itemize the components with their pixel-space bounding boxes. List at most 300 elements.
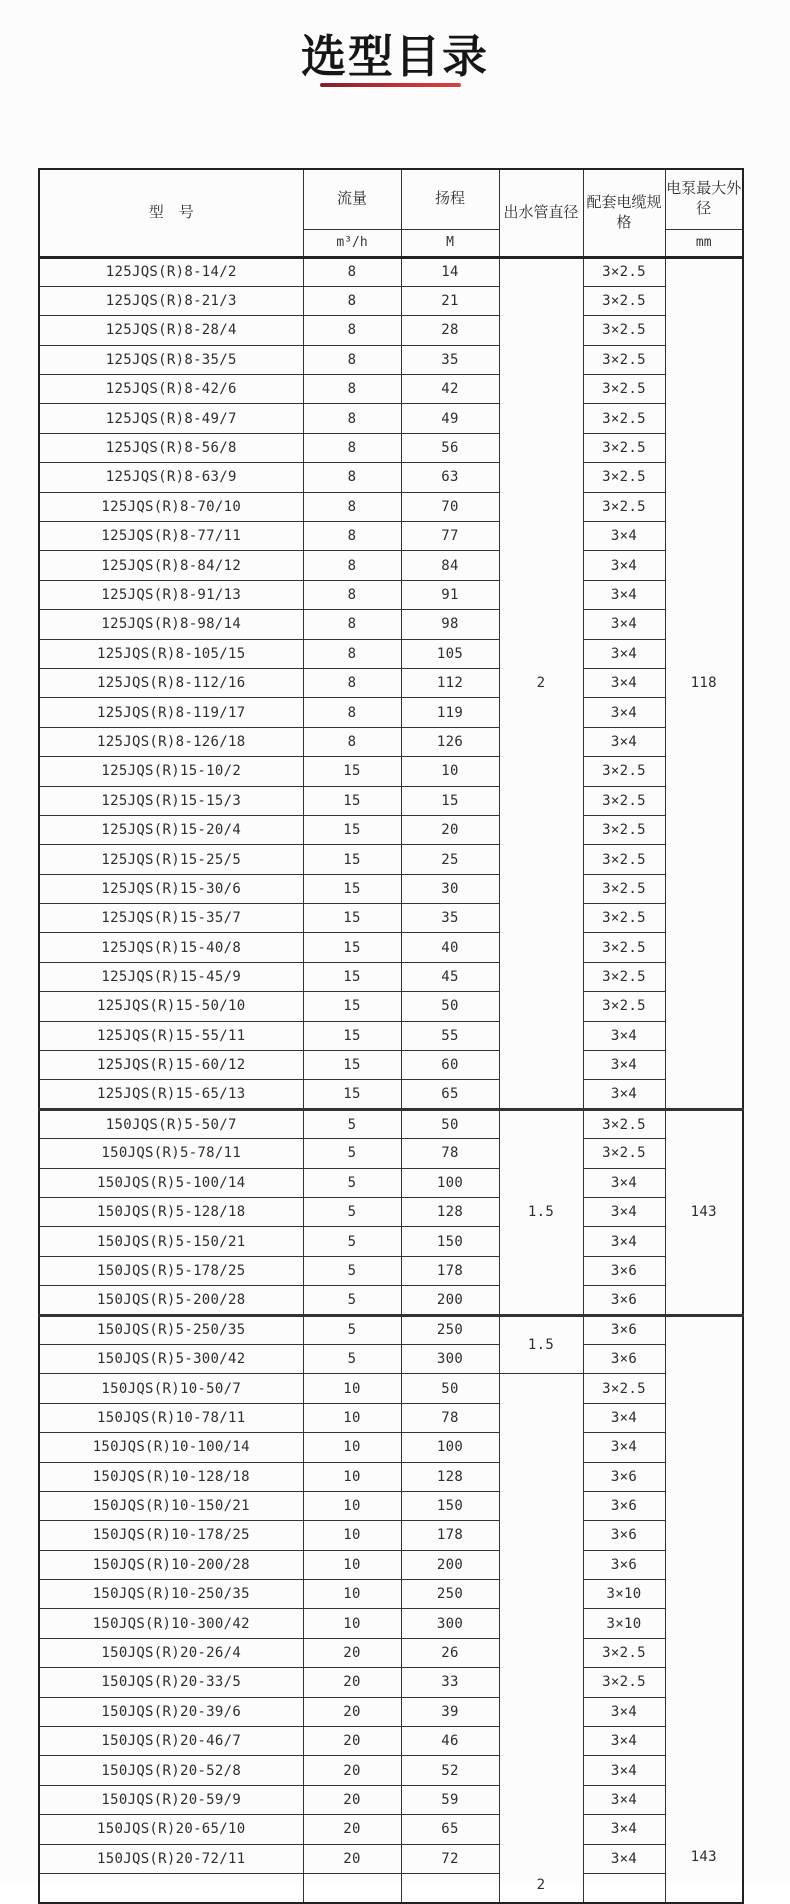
- cell-head: 46: [401, 1727, 499, 1756]
- cell-cable-spec: 3×2.5: [583, 492, 665, 521]
- table-row: [39, 1521, 743, 1550]
- cell-model: 125JQS(R)8-119/17: [39, 698, 303, 727]
- cell-flow: 5: [303, 1109, 401, 1138]
- cell-head: 60: [401, 1051, 499, 1080]
- table-row: [39, 1256, 743, 1285]
- cell-model: 125JQS(R)15-55/11: [39, 1021, 303, 1050]
- table-row: [39, 1403, 743, 1432]
- cell-cable-spec: 3×2.5: [583, 815, 665, 844]
- cell-cable-spec: 3×2.5: [583, 463, 665, 492]
- cell-flow: 15: [303, 904, 401, 933]
- outlet-diameter-value: 1.5: [527, 1204, 555, 1221]
- cell-cable-spec: 3×4: [583, 1051, 665, 1080]
- cell-head: 25: [401, 845, 499, 874]
- table-row: [39, 286, 743, 315]
- cell-model: 150JQS(R)5-200/28: [39, 1286, 303, 1315]
- cell-flow: 20: [303, 1844, 401, 1873]
- cell-head: 105: [401, 639, 499, 668]
- cell-cable-spec: 3×4: [583, 1403, 665, 1432]
- cell-flow: 15: [303, 1080, 401, 1109]
- table-row: [39, 962, 743, 991]
- cell-head: 35: [401, 904, 499, 933]
- cell-flow: 8: [303, 610, 401, 639]
- cell-model: 150JQS(R)20-65/10: [39, 1815, 303, 1844]
- table-row: [39, 1168, 743, 1197]
- cell-cable-spec: 3×2.5: [583, 786, 665, 815]
- max-outer-diameter-value: 143: [690, 1848, 717, 1865]
- cell-flow: 15: [303, 1021, 401, 1050]
- cell-flow: 8: [303, 492, 401, 521]
- cell-head: 91: [401, 580, 499, 609]
- cell-model: 150JQS(R)20-59/9: [39, 1785, 303, 1814]
- cell-head: 128: [401, 1462, 499, 1491]
- cell-model: 125JQS(R)8-98/14: [39, 610, 303, 639]
- cell-head: 50: [401, 992, 499, 1021]
- cell-cable-spec: 3×6: [583, 1344, 665, 1373]
- cell-head: 35: [401, 345, 499, 374]
- table-row: [39, 316, 743, 345]
- cell-head: 178: [401, 1521, 499, 1550]
- cell-flow: 10: [303, 1491, 401, 1520]
- cell-cable-spec: 3×10: [583, 1580, 665, 1609]
- cell-cable-spec: 3×4: [583, 1227, 665, 1256]
- cell-model: 150JQS(R)10-300/42: [39, 1609, 303, 1638]
- cell-head: 119: [401, 698, 499, 727]
- table-row: [39, 1491, 743, 1520]
- cell-cable-spec: 3×2.5: [583, 933, 665, 962]
- cell-model: 125JQS(R)15-10/2: [39, 757, 303, 786]
- table-row: [39, 1227, 743, 1256]
- cell-flow: 8: [303, 286, 401, 315]
- cell-head: 50: [401, 1109, 499, 1138]
- table-row: [39, 1374, 743, 1403]
- cell-head: 30: [401, 874, 499, 903]
- table-row: [39, 668, 743, 697]
- cell-model: 125JQS(R)8-105/15: [39, 639, 303, 668]
- table-row: [39, 1638, 743, 1667]
- cell-cable-spec: 3×4: [583, 522, 665, 551]
- cell-cable-spec: 3×2.5: [583, 1668, 665, 1697]
- table-row: [39, 1462, 743, 1491]
- cell-model: 150JQS(R)5-250/35: [39, 1315, 303, 1344]
- cell-flow: 5: [303, 1139, 401, 1168]
- table-row: [39, 375, 743, 404]
- cell-model: 125JQS(R)8-70/10: [39, 492, 303, 521]
- cell-cable-spec: 3×2.5: [583, 874, 665, 903]
- max-outer-diameter-value: 118: [690, 675, 717, 692]
- table-row: [39, 345, 743, 374]
- cell-flow: 10: [303, 1433, 401, 1462]
- cell-cable-spec: 3×4: [583, 580, 665, 609]
- cell-cable-spec: 3×4: [583, 1785, 665, 1814]
- table-row: [39, 1433, 743, 1462]
- cell-flow: 20: [303, 1815, 401, 1844]
- cell-head: 78: [401, 1403, 499, 1432]
- table-row: [39, 1727, 743, 1756]
- cell-head: 300: [401, 1609, 499, 1638]
- unit-head: M: [401, 229, 499, 257]
- cell-head: 112: [401, 668, 499, 697]
- cell-flow: 5: [303, 1256, 401, 1285]
- table-row: [39, 1198, 743, 1227]
- cell-flow: 5: [303, 1198, 401, 1227]
- cell-flow: 8: [303, 316, 401, 345]
- table-row: [39, 1139, 743, 1168]
- cell-head: 39: [401, 1697, 499, 1726]
- cell-cable-spec: 3×2.5: [583, 845, 665, 874]
- cell-model: 150JQS(R)10-250/35: [39, 1580, 303, 1609]
- cell-cable-spec: 3×4: [583, 698, 665, 727]
- header-max-outer-diameter: 电泵最大外径: [665, 169, 743, 229]
- cell-flow: 8: [303, 639, 401, 668]
- cell-head: 56: [401, 433, 499, 462]
- cell-head: 250: [401, 1315, 499, 1344]
- cell-model: 150JQS(R)5-128/18: [39, 1198, 303, 1227]
- cell-model: 150JQS(R)5-78/11: [39, 1139, 303, 1168]
- table-row: [39, 1697, 743, 1726]
- table-row: [39, 1021, 743, 1050]
- table-row: [39, 1315, 743, 1344]
- cell-model: 125JQS(R)8-126/18: [39, 727, 303, 756]
- header-row-1: [39, 169, 743, 229]
- cell-model: 125JQS(R)8-63/9: [39, 463, 303, 492]
- cell-cable-spec: 3×6: [583, 1491, 665, 1520]
- cell-head: 84: [401, 551, 499, 580]
- cell-outlet-diameter: [499, 1109, 583, 1315]
- cell-flow: 8: [303, 345, 401, 374]
- cell-head: 52: [401, 1756, 499, 1785]
- cell-cable-spec: 3×6: [583, 1256, 665, 1285]
- cell-model: 150JQS(R)5-150/21: [39, 1227, 303, 1256]
- cell-flow: 8: [303, 463, 401, 492]
- cell-head: 178: [401, 1256, 499, 1285]
- pump-selection-table: [38, 168, 744, 1904]
- cell-flow: 15: [303, 845, 401, 874]
- table-row: [39, 1580, 743, 1609]
- cell-model: 125JQS(R)15-35/7: [39, 904, 303, 933]
- cell-flow: 8: [303, 375, 401, 404]
- cell-head: 250: [401, 1580, 499, 1609]
- cell-model: [39, 1873, 303, 1902]
- cell-flow: 5: [303, 1286, 401, 1315]
- table-row: [39, 757, 743, 786]
- cell-flow: 10: [303, 1403, 401, 1432]
- unit-max-outer-diameter: mm: [665, 229, 743, 257]
- table-row: [39, 580, 743, 609]
- table-header: [39, 169, 743, 257]
- cell-model: 150JQS(R)10-178/25: [39, 1521, 303, 1550]
- cell-model: 150JQS(R)10-200/28: [39, 1550, 303, 1579]
- outlet-diameter-value: 2: [536, 1876, 546, 1893]
- unit-flow: m³/h: [303, 229, 401, 257]
- cell-cable-spec: 3×6: [583, 1462, 665, 1491]
- cell-model: 125JQS(R)8-49/7: [39, 404, 303, 433]
- cell-head: 77: [401, 522, 499, 551]
- cell-cable-spec: 3×4: [583, 1697, 665, 1726]
- table-row: [39, 1550, 743, 1579]
- table-row: [39, 610, 743, 639]
- cell-cable-spec: 3×2.5: [583, 1139, 665, 1168]
- cell-flow: 15: [303, 962, 401, 991]
- cell-cable-spec: 3×2.5: [583, 1638, 665, 1667]
- cell-model: 125JQS(R)8-56/8: [39, 433, 303, 462]
- cell-head: 59: [401, 1785, 499, 1814]
- cell-head: 21: [401, 286, 499, 315]
- table-row: [39, 727, 743, 756]
- cell-cable-spec: 3×2.5: [583, 375, 665, 404]
- cell-model: 125JQS(R)8-35/5: [39, 345, 303, 374]
- cell-head: 70: [401, 492, 499, 521]
- cell-model: 150JQS(R)10-100/14: [39, 1433, 303, 1462]
- table-row: [39, 257, 743, 286]
- cell-flow: 5: [303, 1227, 401, 1256]
- cell-model: 125JQS(R)8-42/6: [39, 375, 303, 404]
- table-row: [39, 1815, 743, 1844]
- cell-model: 150JQS(R)10-78/11: [39, 1403, 303, 1432]
- cell-cable-spec: 3×2.5: [583, 404, 665, 433]
- cell-cable-spec: 3×4: [583, 1756, 665, 1785]
- cell-model: 150JQS(R)20-52/8: [39, 1756, 303, 1785]
- cell-cable-spec: 3×4: [583, 668, 665, 697]
- cell-model: 150JQS(R)5-300/42: [39, 1344, 303, 1373]
- table-row-clipped: [39, 1873, 743, 1902]
- cell-cable-spec: 3×4: [583, 551, 665, 580]
- cell-head: 45: [401, 962, 499, 991]
- cell-flow: [303, 1873, 401, 1902]
- table-row: [39, 1286, 743, 1315]
- cell-cable-spec: 3×2.5: [583, 757, 665, 786]
- cell-head: 15: [401, 786, 499, 815]
- table-row: [39, 1844, 743, 1873]
- cell-model: 150JQS(R)20-72/11: [39, 1844, 303, 1873]
- cell-flow: 20: [303, 1638, 401, 1667]
- cell-head: 300: [401, 1344, 499, 1373]
- cell-model: 125JQS(R)8-28/4: [39, 316, 303, 345]
- table-row: [39, 551, 743, 580]
- cell-flow: 8: [303, 698, 401, 727]
- cell-model: 150JQS(R)20-33/5: [39, 1668, 303, 1697]
- cell-model: 150JQS(R)20-39/6: [39, 1697, 303, 1726]
- cell-head: 49: [401, 404, 499, 433]
- cell-cable-spec: 3×6: [583, 1286, 665, 1315]
- cell-flow: 8: [303, 433, 401, 462]
- cell-model: 125JQS(R)8-112/16: [39, 668, 303, 697]
- header-cable-spec: 配套电缆规格: [583, 169, 665, 257]
- cell-cable-spec: 3×2.5: [583, 992, 665, 1021]
- table-row: [39, 1668, 743, 1697]
- cell-cable-spec: 3×4: [583, 1198, 665, 1227]
- cell-model: 150JQS(R)10-150/21: [39, 1491, 303, 1520]
- cell-cable-spec: 3×10: [583, 1609, 665, 1638]
- table-row: [39, 404, 743, 433]
- max-outer-diameter-value: 143: [690, 1204, 717, 1221]
- cell-head: 150: [401, 1491, 499, 1520]
- cell-model: 150JQS(R)5-100/14: [39, 1168, 303, 1197]
- cell-flow: 15: [303, 992, 401, 1021]
- cell-cable-spec: 3×4: [583, 1080, 665, 1109]
- header-outlet-diameter: 出水管直径: [499, 169, 583, 257]
- cell-flow: 8: [303, 580, 401, 609]
- cell-cable-spec: 3×2.5: [583, 1374, 665, 1403]
- cell-flow: 8: [303, 727, 401, 756]
- cell-head: 72: [401, 1844, 499, 1873]
- cell-head: 65: [401, 1815, 499, 1844]
- cell-cable-spec: 3×4: [583, 1021, 665, 1050]
- table-row: [39, 1756, 743, 1785]
- cell-flow: 10: [303, 1609, 401, 1638]
- outlet-diameter-value: 1.5: [527, 1336, 555, 1353]
- cell-model: 150JQS(R)5-178/25: [39, 1256, 303, 1285]
- cell-model: 125JQS(R)15-45/9: [39, 962, 303, 991]
- table-row: [39, 698, 743, 727]
- cell-max-outer-diameter: [665, 1315, 743, 1903]
- cell-head: 65: [401, 1080, 499, 1109]
- cell-head: 200: [401, 1286, 499, 1315]
- table-row: [39, 845, 743, 874]
- table-row: [39, 522, 743, 551]
- cell-model: 125JQS(R)15-25/5: [39, 845, 303, 874]
- cell-flow: 15: [303, 874, 401, 903]
- cell-model: 125JQS(R)15-15/3: [39, 786, 303, 815]
- cell-cable-spec: 3×2.5: [583, 316, 665, 345]
- cell-flow: 8: [303, 551, 401, 580]
- cell-flow: 5: [303, 1315, 401, 1344]
- cell-flow: 10: [303, 1462, 401, 1491]
- table-row: [39, 492, 743, 521]
- cell-cable-spec: 3×4: [583, 1727, 665, 1756]
- cell-model: 125JQS(R)15-50/10: [39, 992, 303, 1021]
- header-head: 扬程: [401, 169, 499, 229]
- cell-max-outer-diameter: [665, 1109, 743, 1315]
- cell-model: 125JQS(R)8-77/11: [39, 522, 303, 551]
- cell-cable-spec: 3×4: [583, 610, 665, 639]
- cell-flow: 10: [303, 1374, 401, 1403]
- cell-head: 98: [401, 610, 499, 639]
- cell-flow: 10: [303, 1580, 401, 1609]
- cell-flow: 20: [303, 1785, 401, 1814]
- cell-head: [401, 1873, 499, 1902]
- cell-head: 33: [401, 1668, 499, 1697]
- cell-model: 125JQS(R)8-91/13: [39, 580, 303, 609]
- cell-flow: 10: [303, 1550, 401, 1579]
- cell-cable-spec: 3×6: [583, 1550, 665, 1579]
- cell-model: 125JQS(R)15-30/6: [39, 874, 303, 903]
- table-row: [39, 874, 743, 903]
- table-row: [39, 433, 743, 462]
- cell-flow: 5: [303, 1168, 401, 1197]
- cell-model: 125JQS(R)8-84/12: [39, 551, 303, 580]
- table-row: [39, 463, 743, 492]
- cell-flow: 8: [303, 404, 401, 433]
- cell-model: 150JQS(R)10-128/18: [39, 1462, 303, 1491]
- table-row: [39, 1344, 743, 1373]
- cell-flow: 20: [303, 1756, 401, 1785]
- cell-cable-spec: 3×6: [583, 1521, 665, 1550]
- table-row: [39, 639, 743, 668]
- cell-head: 26: [401, 1638, 499, 1667]
- cell-head: 28: [401, 316, 499, 345]
- cell-model: 150JQS(R)5-50/7: [39, 1109, 303, 1138]
- cell-head: 10: [401, 757, 499, 786]
- cell-outlet-diameter: [499, 257, 583, 1109]
- cell-head: 150: [401, 1227, 499, 1256]
- cell-head: 55: [401, 1021, 499, 1050]
- cell-cable-spec: 3×4: [583, 727, 665, 756]
- cell-model: 125JQS(R)15-60/12: [39, 1051, 303, 1080]
- cell-model: 125JQS(R)15-65/13: [39, 1080, 303, 1109]
- cell-flow: 8: [303, 522, 401, 551]
- cell-cable-spec: 3×6: [583, 1315, 665, 1344]
- cell-outlet-diameter: [499, 1315, 583, 1374]
- table-row: [39, 933, 743, 962]
- table-row: [39, 1109, 743, 1138]
- header-flow: 流量: [303, 169, 401, 229]
- cell-cable-spec: 3×4: [583, 1433, 665, 1462]
- table-row: [39, 1051, 743, 1080]
- cell-flow: 15: [303, 933, 401, 962]
- outlet-diameter-value: 2: [536, 675, 546, 692]
- cell-head: 63: [401, 463, 499, 492]
- cell-flow: 15: [303, 1051, 401, 1080]
- cell-cable-spec: 3×2.5: [583, 904, 665, 933]
- cell-head: 126: [401, 727, 499, 756]
- cell-model: 150JQS(R)20-26/4: [39, 1638, 303, 1667]
- cell-head: 200: [401, 1550, 499, 1579]
- cell-flow: 8: [303, 668, 401, 697]
- cell-head: 100: [401, 1168, 499, 1197]
- table-row: [39, 1080, 743, 1109]
- cell-head: 50: [401, 1374, 499, 1403]
- cell-model: 125JQS(R)8-21/3: [39, 286, 303, 315]
- cell-flow: 20: [303, 1668, 401, 1697]
- cell-flow: 15: [303, 757, 401, 786]
- table-row: [39, 1609, 743, 1638]
- cell-cable-spec: 3×4: [583, 639, 665, 668]
- cell-cable-spec: 3×4: [583, 1844, 665, 1873]
- cell-max-outer-diameter: [665, 257, 743, 1109]
- table-row: [39, 815, 743, 844]
- cell-flow: 20: [303, 1697, 401, 1726]
- cell-flow: 8: [303, 257, 401, 286]
- pump-table-body: [39, 257, 743, 1903]
- cell-flow: 15: [303, 815, 401, 844]
- cell-head: 78: [401, 1139, 499, 1168]
- cell-head: 14: [401, 257, 499, 286]
- cell-cable-spec: 3×4: [583, 1815, 665, 1844]
- cell-head: 42: [401, 375, 499, 404]
- cell-cable-spec: [583, 1873, 665, 1902]
- table-row: [39, 1785, 743, 1814]
- cell-cable-spec: 3×2.5: [583, 345, 665, 374]
- table-row: [39, 904, 743, 933]
- cell-head: 40: [401, 933, 499, 962]
- cell-flow: 20: [303, 1727, 401, 1756]
- title-underline: [320, 83, 461, 87]
- cell-cable-spec: 3×2.5: [583, 257, 665, 286]
- cell-cable-spec: 3×4: [583, 1168, 665, 1197]
- cell-cable-spec: 3×2.5: [583, 286, 665, 315]
- table-row: [39, 992, 743, 1021]
- page-title: 选型目录: [300, 31, 489, 82]
- cell-head: 20: [401, 815, 499, 844]
- cell-cable-spec: 3×2.5: [583, 962, 665, 991]
- cell-flow: 5: [303, 1344, 401, 1373]
- cell-model: 150JQS(R)20-46/7: [39, 1727, 303, 1756]
- cell-flow: 10: [303, 1521, 401, 1550]
- cell-outlet-diameter: [499, 1374, 583, 1903]
- table-row: [39, 786, 743, 815]
- cell-model: 150JQS(R)10-50/7: [39, 1374, 303, 1403]
